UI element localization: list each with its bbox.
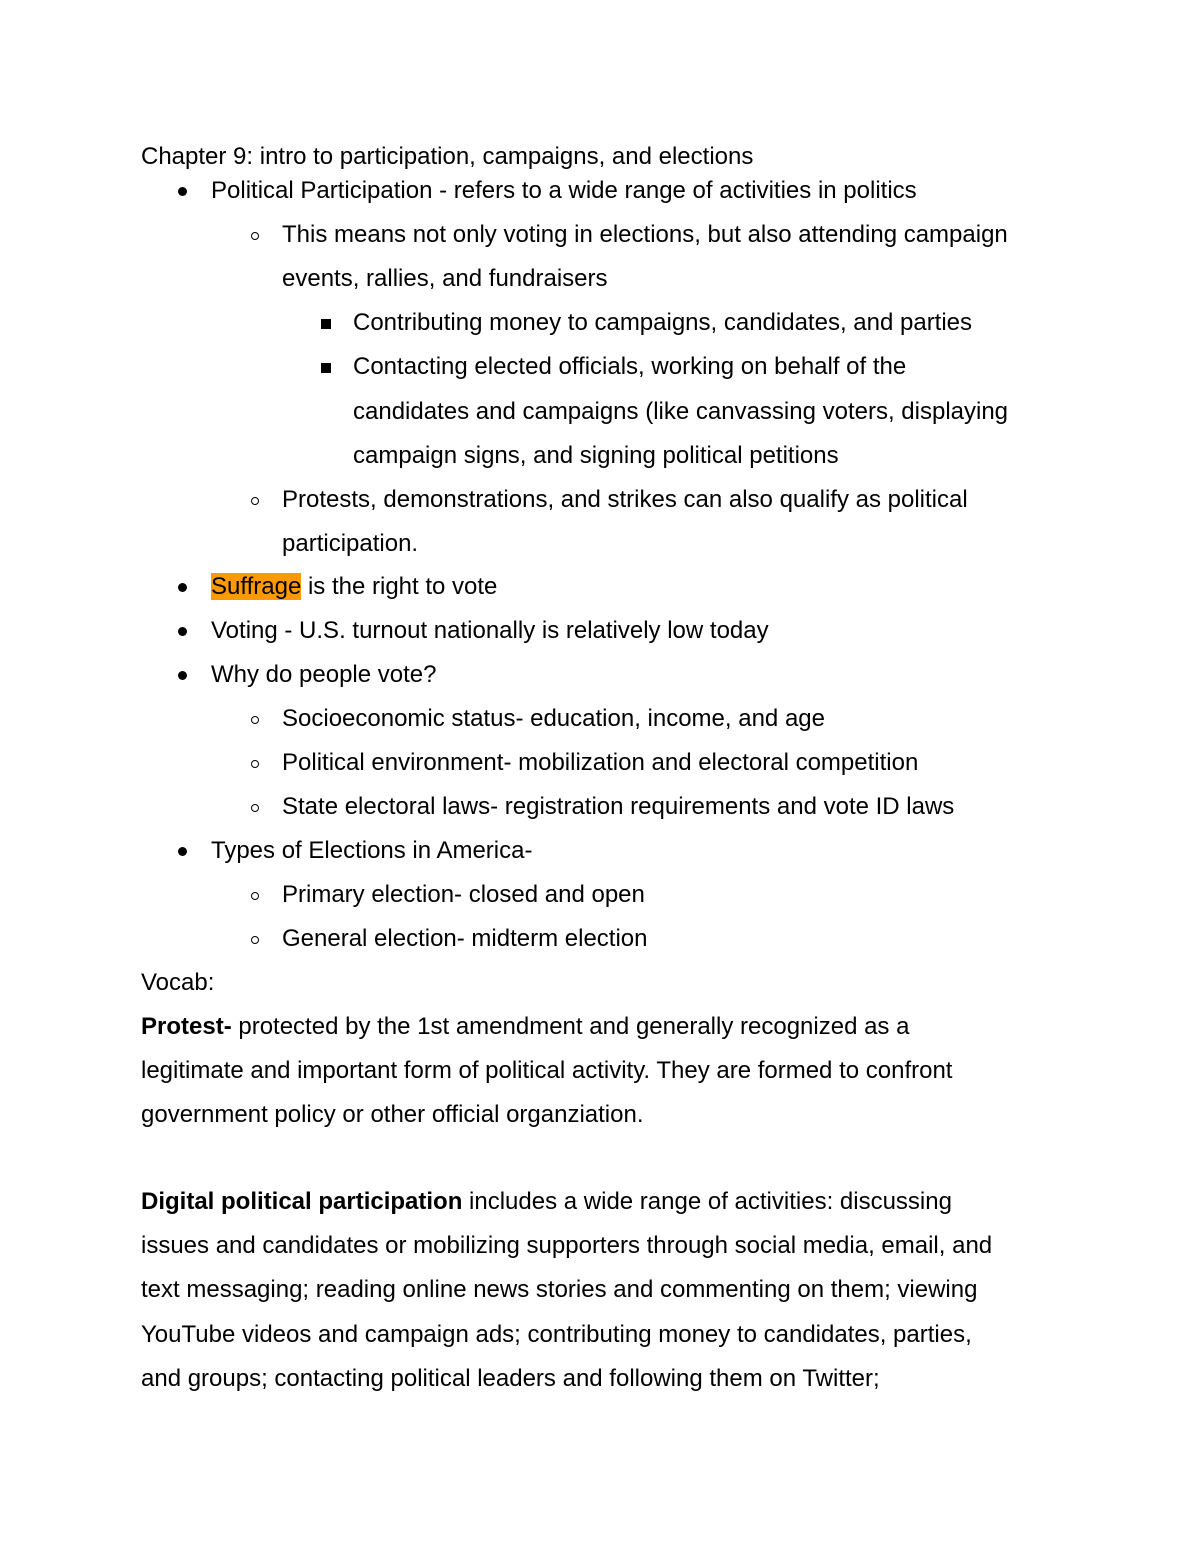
circle-bullet-icon — [243, 793, 267, 812]
definition-text: is the right to vote — [301, 573, 498, 600]
disc-bullet-icon — [170, 837, 194, 856]
list-item: Political environment- mobilization and electoral competition — [282, 749, 919, 776]
disc-bullet-icon — [170, 573, 194, 592]
vocab-definition-line: text messaging; reading online news stories and commenting on them; viewing — [141, 1276, 978, 1303]
vocab-definition-line: YouTube videos and campaign ads; contributing money to candidates, parties, — [141, 1321, 972, 1348]
vocab-definition-line: issues and candidates or mobilizing supporters through social media, email, and — [141, 1232, 993, 1259]
vocab-definition-line: government policy or other official organziation. — [141, 1101, 644, 1128]
list-item: Political Participation - refers to a wide range of activities in politics — [211, 177, 917, 204]
circle-bullet-icon — [243, 881, 267, 900]
vocab-definition-line: legitimate and important form of political activity. They are formed to confront — [141, 1057, 953, 1084]
list-item-continuation: participation. — [282, 530, 419, 557]
list-item: Why do people vote? — [211, 661, 437, 688]
list-item: This means not only voting in elections, but also attending campaign — [282, 221, 1008, 248]
circle-bullet-icon — [243, 705, 267, 724]
vocab-definition-line: and groups; contacting political leaders and following them on Twitter; — [141, 1365, 880, 1392]
list-item: General election- midterm election — [282, 925, 648, 952]
list-item: Types of Elections in America- — [211, 837, 533, 864]
list-item-continuation: candidates and campaigns (like canvassing voters, displaying — [353, 398, 1009, 425]
disc-bullet-icon — [170, 661, 194, 680]
circle-bullet-icon — [243, 221, 267, 240]
list-item-continuation: campaign signs, and signing political petitions — [353, 442, 839, 469]
vocab-definition: protected by the 1st amendment and generally recognized as a — [231, 1013, 910, 1040]
circle-bullet-icon — [243, 486, 267, 505]
disc-bullet-icon — [170, 617, 194, 636]
vocab-term: Protest- — [141, 1013, 232, 1040]
document-title: Chapter 9: intro to participation, campaigns, and elections — [141, 143, 754, 170]
list-item: State electoral laws- registration requirements and vote ID laws — [282, 793, 955, 820]
vocab-heading: Vocab: — [141, 969, 215, 996]
list-item: Voting - U.S. turnout nationally is relatively low today — [211, 617, 769, 644]
list-item — [211, 573, 497, 601]
list-item: Contributing money to campaigns, candidates, and parties — [353, 309, 973, 336]
square-bullet-icon — [314, 309, 338, 329]
vocab-entry — [141, 1188, 952, 1216]
circle-bullet-icon — [243, 749, 267, 768]
list-item: Socioeconomic status- education, income, and age — [282, 705, 825, 732]
square-bullet-icon — [314, 353, 338, 373]
list-item: Protests, demonstrations, and strikes can also qualify as political — [282, 486, 968, 513]
highlighted-term: Suffrage — [211, 573, 302, 600]
list-item: Primary election- closed and open — [282, 881, 645, 908]
vocab-term: Digital political participation — [141, 1188, 463, 1215]
vocab-definition: includes a wide range of activities: discussing — [462, 1188, 952, 1215]
list-item: Contacting elected officials, working on behalf of the — [353, 353, 907, 380]
vocab-entry — [141, 1013, 909, 1041]
disc-bullet-icon — [170, 177, 194, 196]
list-item-continuation: events, rallies, and fundraisers — [282, 265, 608, 292]
circle-bullet-icon — [243, 925, 267, 944]
